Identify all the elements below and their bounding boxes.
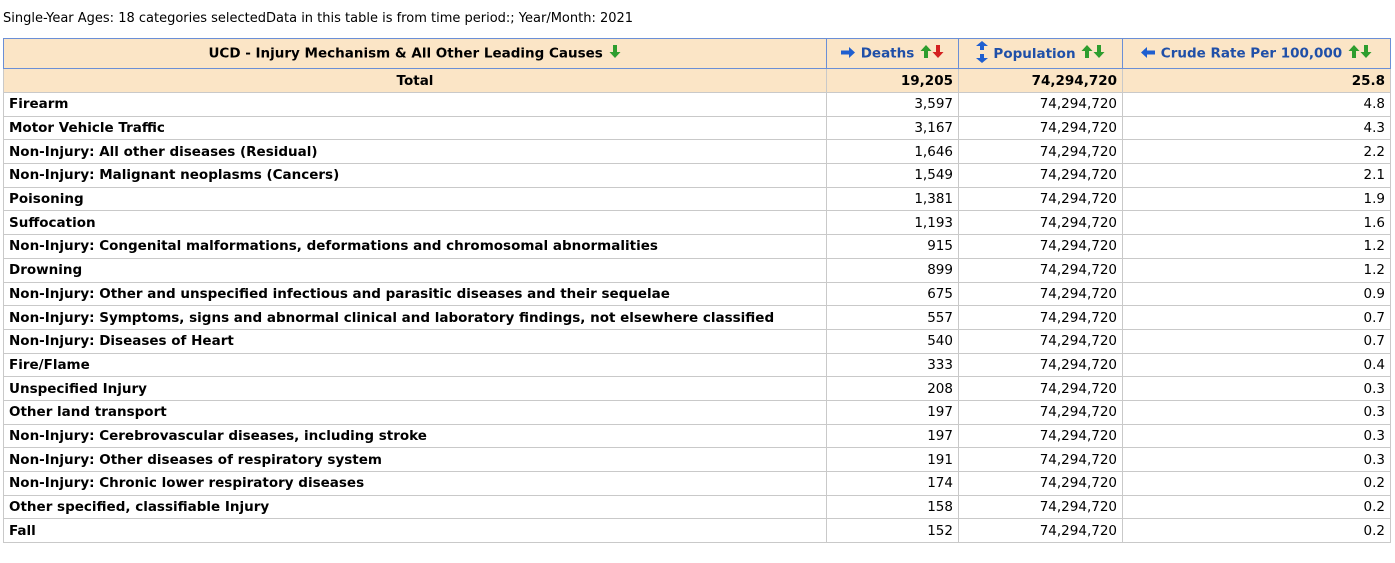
total-deaths: 19,205 bbox=[827, 69, 959, 93]
cause-cell: Motor Vehicle Traffic bbox=[4, 116, 827, 140]
cause-cell: Other land transport bbox=[4, 400, 827, 424]
header-cause bbox=[4, 39, 827, 69]
table-row bbox=[4, 353, 1391, 377]
sort-descending-icon[interactable] bbox=[609, 45, 621, 62]
rate-cell: 0.7 bbox=[1123, 306, 1391, 330]
table-row bbox=[4, 306, 1391, 330]
rate-cell: 4.8 bbox=[1123, 93, 1391, 117]
sort-up-down-icon[interactable] bbox=[1348, 45, 1372, 62]
table-row bbox=[4, 116, 1391, 140]
rate-cell: 0.9 bbox=[1123, 282, 1391, 306]
population-cell: 74,294,720 bbox=[959, 400, 1123, 424]
deaths-cell: 191 bbox=[827, 448, 959, 472]
population-cell: 74,294,720 bbox=[959, 282, 1123, 306]
population-cell: 74,294,720 bbox=[959, 448, 1123, 472]
table-row bbox=[4, 258, 1391, 282]
population-cell: 74,294,720 bbox=[959, 164, 1123, 188]
sort-up-down-icon[interactable] bbox=[1081, 45, 1105, 62]
header-rate bbox=[1123, 39, 1391, 69]
header-row bbox=[4, 39, 1391, 69]
population-cell: 74,294,720 bbox=[959, 519, 1123, 543]
deaths-cell: 152 bbox=[827, 519, 959, 543]
cause-cell: Other specified, classifiable Injury bbox=[4, 495, 827, 519]
cause-cell: Fall bbox=[4, 519, 827, 543]
population-cell: 74,294,720 bbox=[959, 140, 1123, 164]
population-cell: 74,294,720 bbox=[959, 116, 1123, 140]
cause-cell: Non-Injury: Chronic lower respiratory diseases bbox=[4, 472, 827, 496]
table-row bbox=[4, 448, 1391, 472]
table-row bbox=[4, 400, 1391, 424]
header-cause-label[interactable]: UCD - Injury Mechanism & All Other Leading Causes bbox=[208, 45, 603, 62]
deaths-cell: 3,167 bbox=[827, 116, 959, 140]
rate-cell: 4.3 bbox=[1123, 116, 1391, 140]
population-cell: 74,294,720 bbox=[959, 424, 1123, 448]
table-row bbox=[4, 495, 1391, 519]
cause-cell: Poisoning bbox=[4, 187, 827, 211]
rate-cell: 0.4 bbox=[1123, 353, 1391, 377]
deaths-cell: 540 bbox=[827, 329, 959, 353]
table-row bbox=[4, 140, 1391, 164]
header-population bbox=[959, 39, 1123, 69]
move-left-icon[interactable] bbox=[1141, 46, 1155, 62]
sort-up-down-icon[interactable] bbox=[920, 45, 944, 62]
cause-cell: Non-Injury: Cerebrovascular diseases, including stroke bbox=[4, 424, 827, 448]
cause-cell: Non-Injury: Other diseases of respiratory system bbox=[4, 448, 827, 472]
results-table bbox=[3, 38, 1391, 543]
rate-cell: 1.2 bbox=[1123, 235, 1391, 259]
cause-cell: Suffocation bbox=[4, 211, 827, 235]
total-population: 74,294,720 bbox=[959, 69, 1123, 93]
rate-cell: 0.7 bbox=[1123, 329, 1391, 353]
deaths-cell: 675 bbox=[827, 282, 959, 306]
total-label: Total bbox=[4, 69, 827, 93]
population-cell: 74,294,720 bbox=[959, 235, 1123, 259]
cause-cell: Non-Injury: Diseases of Heart bbox=[4, 329, 827, 353]
deaths-cell: 3,597 bbox=[827, 93, 959, 117]
table-row bbox=[4, 235, 1391, 259]
table-row bbox=[4, 211, 1391, 235]
table-row bbox=[4, 282, 1391, 306]
cause-cell: Drowning bbox=[4, 258, 827, 282]
deaths-cell: 197 bbox=[827, 400, 959, 424]
rate-cell: 1.9 bbox=[1123, 187, 1391, 211]
population-cell: 74,294,720 bbox=[959, 211, 1123, 235]
table-row bbox=[4, 519, 1391, 543]
deaths-cell: 1,646 bbox=[827, 140, 959, 164]
rate-cell: 2.1 bbox=[1123, 164, 1391, 188]
rate-cell: 0.2 bbox=[1123, 519, 1391, 543]
cause-cell: Non-Injury: Congenital malformations, deformations and chromosomal abnormalities bbox=[4, 235, 827, 259]
cause-cell: Firearm bbox=[4, 93, 827, 117]
total-rate: 25.8 bbox=[1123, 69, 1391, 93]
deaths-cell: 1,193 bbox=[827, 211, 959, 235]
deaths-cell: 899 bbox=[827, 258, 959, 282]
population-cell: 74,294,720 bbox=[959, 495, 1123, 519]
cause-cell: Fire/Flame bbox=[4, 353, 827, 377]
header-population-label[interactable]: Population bbox=[993, 45, 1076, 62]
deaths-cell: 1,381 bbox=[827, 187, 959, 211]
header-deaths-label[interactable]: Deaths bbox=[860, 45, 915, 62]
deaths-cell: 1,549 bbox=[827, 164, 959, 188]
deaths-cell: 197 bbox=[827, 424, 959, 448]
header-deaths bbox=[827, 39, 959, 69]
table-row bbox=[4, 93, 1391, 117]
rate-cell: 0.3 bbox=[1123, 448, 1391, 472]
population-cell: 74,294,720 bbox=[959, 353, 1123, 377]
population-cell: 74,294,720 bbox=[959, 472, 1123, 496]
population-cell: 74,294,720 bbox=[959, 377, 1123, 401]
population-cell: 74,294,720 bbox=[959, 306, 1123, 330]
table-caption: Single-Year Ages: 18 categories selectedData in this table is from time period:; Year/Month: 2021 bbox=[3, 11, 634, 26]
table-row bbox=[4, 377, 1391, 401]
header-rate-label[interactable]: Crude Rate Per 100,000 bbox=[1160, 45, 1343, 62]
population-cell: 74,294,720 bbox=[959, 93, 1123, 117]
cause-cell: Non-Injury: Symptoms, signs and abnormal clinical and laboratory findings, not elsewhere classified bbox=[4, 306, 827, 330]
cause-cell: Non-Injury: Malignant neoplasms (Cancers) bbox=[4, 164, 827, 188]
rate-cell: 0.3 bbox=[1123, 400, 1391, 424]
rate-cell: 1.2 bbox=[1123, 258, 1391, 282]
rate-cell: 0.2 bbox=[1123, 472, 1391, 496]
table-row bbox=[4, 472, 1391, 496]
rate-cell: 0.2 bbox=[1123, 495, 1391, 519]
total-row bbox=[4, 69, 1391, 93]
table-row bbox=[4, 187, 1391, 211]
deaths-cell: 174 bbox=[827, 472, 959, 496]
deaths-cell: 158 bbox=[827, 495, 959, 519]
deaths-cell: 208 bbox=[827, 377, 959, 401]
swap-icon[interactable] bbox=[976, 41, 988, 67]
cause-cell: Unspecified Injury bbox=[4, 377, 827, 401]
rate-cell: 0.3 bbox=[1123, 377, 1391, 401]
population-cell: 74,294,720 bbox=[959, 187, 1123, 211]
population-cell: 74,294,720 bbox=[959, 258, 1123, 282]
deaths-cell: 557 bbox=[827, 306, 959, 330]
cause-cell: Non-Injury: Other and unspecified infectious and parasitic diseases and their sequelae bbox=[4, 282, 827, 306]
table-row bbox=[4, 424, 1391, 448]
deaths-cell: 333 bbox=[827, 353, 959, 377]
cause-cell: Non-Injury: All other diseases (Residual) bbox=[4, 140, 827, 164]
rate-cell: 2.2 bbox=[1123, 140, 1391, 164]
move-right-icon[interactable] bbox=[841, 46, 855, 62]
deaths-cell: 915 bbox=[827, 235, 959, 259]
table-row bbox=[4, 329, 1391, 353]
table-row bbox=[4, 164, 1391, 188]
population-cell: 74,294,720 bbox=[959, 329, 1123, 353]
rate-cell: 1.6 bbox=[1123, 211, 1391, 235]
rate-cell: 0.3 bbox=[1123, 424, 1391, 448]
